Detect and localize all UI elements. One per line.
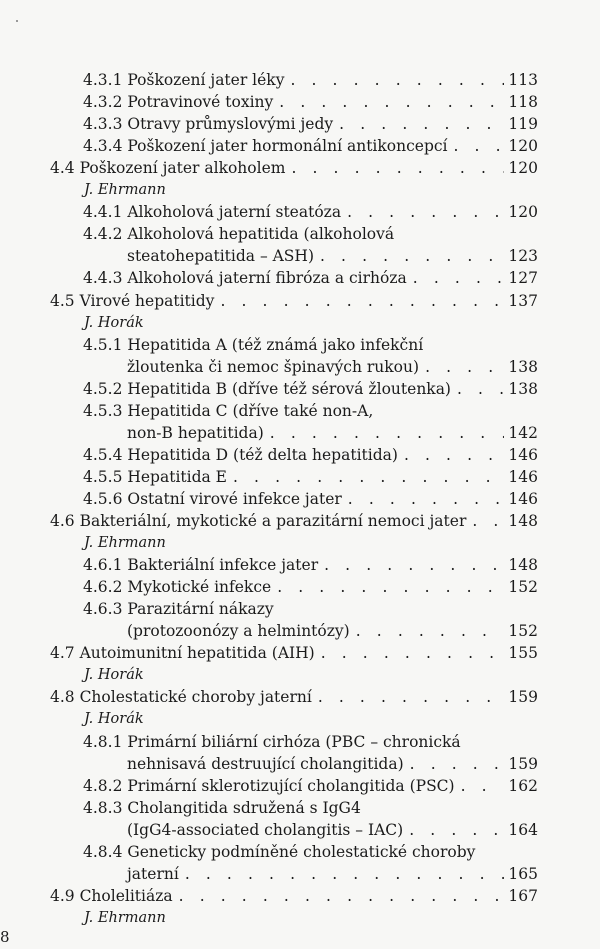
page-number: 8: [0, 928, 10, 946]
dot-leader: [409, 820, 504, 841]
toc-entry: [127, 864, 538, 885]
dot-leader: [472, 511, 504, 532]
dot-leader: [356, 621, 505, 642]
toc-entry-title: 4.3.3 Otravy průmyslovými jedy: [83, 115, 334, 134]
toc-entry-title: 4.3.2 Potravinové toxiny: [83, 93, 274, 112]
section-author: J. Horák: [84, 667, 144, 684]
toc-entry: [83, 555, 538, 576]
toc-entry-page: 120: [508, 203, 538, 222]
toc-entry-page: 127: [508, 269, 538, 288]
toc-entry: [127, 246, 538, 267]
dot-leader: [324, 555, 504, 576]
toc-entry-page: 146: [508, 445, 538, 464]
dot-leader: [410, 754, 505, 775]
toc-entry-title: jaterní: [127, 864, 179, 883]
toc-entry: [83, 577, 538, 598]
toc-entry-title-line: 4.4.2 Alkoholová hepatitida (alkoholová: [83, 225, 395, 244]
toc-entry: [83, 379, 538, 400]
toc-entry-page: 152: [508, 578, 538, 597]
toc-entry: [83, 92, 538, 113]
toc-entry-page: 162: [508, 776, 538, 795]
toc-entry: [83, 202, 538, 223]
toc-entry: [50, 886, 538, 907]
toc-entry-page: 146: [508, 467, 538, 486]
toc-entry-title: 4.8.2 Primární sklerotizující cholangitida (PSC): [83, 776, 455, 795]
toc-entry: [50, 643, 538, 664]
toc-entry-page: 165: [508, 864, 538, 883]
dot-leader: [404, 445, 504, 466]
section-author: J. Horák: [84, 711, 144, 728]
toc-entry-page: 152: [508, 622, 538, 641]
toc-entry-title-line: 4.5.3 Hepatitida C (dříve také non-A,: [83, 401, 374, 420]
toc-entry: [83, 776, 538, 797]
dot-leader: [185, 864, 505, 885]
toc-entry-page: 159: [508, 688, 538, 707]
toc-entry-page: 118: [508, 93, 538, 112]
toc-entry-page: 120: [508, 137, 538, 156]
toc-entry-title: 4.8 Cholestatické choroby jaterní: [50, 688, 312, 707]
toc-entry-page: 123: [508, 247, 538, 266]
toc-entry-title: 4.4.3 Alkoholová jaterní fibróza a cirhóza: [83, 269, 407, 288]
toc-entry-title: 4.6 Bakteriální, mykotické a parazitární nemoci jater: [50, 512, 467, 530]
dot-leader: [277, 577, 504, 598]
toc-entry: [83, 445, 538, 466]
toc-entry-title: 4.5.6 Ostatní virové infekce jater: [83, 489, 342, 508]
toc-entry: [127, 754, 538, 775]
toc-entry-title: 4.9 Cholelitiáza: [50, 886, 173, 905]
toc-entry: [83, 136, 538, 157]
toc-entry-title: 4.6.2 Mykotické infekce: [83, 578, 272, 597]
dot-leader: [220, 291, 504, 312]
toc-entry-page: 138: [508, 357, 538, 376]
toc-entry: [83, 467, 538, 488]
toc-entry-page: 120: [508, 159, 538, 178]
toc-entry: [50, 291, 538, 312]
toc-entry-title: 4.6.1 Bakteriální infekce jater: [83, 556, 319, 575]
toc-entry-title: 4.4.1 Alkoholová jaterní steatóza: [83, 203, 342, 222]
dot-leader: [348, 489, 505, 510]
toc-entry-page: 119: [508, 115, 538, 134]
toc-entry-title: (IgG4-associated cholangitis – IAC): [127, 820, 404, 839]
toc-entry-page: 142: [508, 423, 538, 442]
dot-leader: [461, 776, 505, 797]
dot-leader: [321, 643, 505, 664]
dot-leader: [457, 379, 504, 400]
toc-entry-title: non-B hepatitida): [127, 423, 264, 442]
toc-entry-page: 138: [508, 379, 538, 398]
toc-entry-title-line: 4.5.1 Hepatitida A (též známá jako infekční: [83, 335, 424, 354]
toc-entry: [50, 687, 538, 708]
section-author: J. Horák: [84, 314, 144, 331]
dot-leader: [339, 114, 504, 135]
toc-entry-title: 4.4 Poškození jater alkoholem: [50, 159, 286, 178]
toc-entry-page: 137: [508, 291, 538, 310]
dot-leader: [413, 268, 505, 289]
toc-entry-page: 113: [508, 71, 538, 89]
toc-entry-title: nehnisavá destruující cholangitida): [127, 754, 404, 773]
toc-entry-page: 148: [508, 556, 538, 575]
dot-leader: [233, 467, 504, 488]
toc-entry: [83, 489, 538, 510]
toc-entry-page: 155: [508, 644, 538, 663]
toc-entry: [83, 114, 538, 135]
toc-entry-title-line: 4.6.3 Parazitární nákazy: [83, 600, 274, 619]
toc-entry: [127, 820, 538, 841]
dot-leader: [318, 687, 505, 708]
toc-entry-title: (protozoonózy a helmintózy): [127, 622, 350, 641]
dot-leader: [320, 246, 504, 267]
section-author: J. Ehrmann: [84, 535, 166, 552]
toc-entry-title: 4.7 Autoimunitní hepatitida (AIH): [50, 644, 315, 663]
toc-entry-title: žloutenka či nemoc špinavých rukou): [127, 357, 420, 376]
toc-entry: [83, 70, 538, 91]
toc-entry-page: 167: [508, 886, 538, 905]
toc-entry-title: 4.3.4 Poškození jater hormonální antikoncepcí: [83, 137, 448, 156]
toc-entry-title-line: 4.8.4 Geneticky podmíněné cholestatické choroby: [83, 842, 476, 861]
toc-entry-title: steatohepatitida – ASH): [127, 247, 314, 266]
dot-leader: [347, 202, 504, 223]
dot-leader: [279, 92, 504, 113]
dot-leader: [454, 136, 505, 157]
section-author: J. Ehrmann: [84, 909, 166, 926]
dot-leader: [270, 423, 505, 444]
toc-entry-title-line: 4.8.3 Cholangitida sdružená s IgG4: [83, 798, 361, 817]
toc-entry-title: 4.5 Virové hepatitidy: [50, 291, 215, 310]
toc-entry-page: 148: [508, 512, 538, 530]
toc-entry: [50, 511, 538, 532]
toc-entry-page: 164: [508, 820, 538, 839]
dot-leader: [291, 158, 504, 179]
toc-entry: [127, 423, 538, 444]
toc-entry: [83, 268, 538, 289]
toc-entry-title: 4.3.1 Poškození jater léky: [83, 71, 285, 89]
toc-entry-title: 4.5.5 Hepatitida E: [83, 467, 227, 486]
toc-entry: [127, 357, 538, 378]
toc-entry-title: 4.5.4 Hepatitida D (též delta hepatitida): [83, 445, 398, 464]
scan-mark: [16, 20, 18, 22]
section-author: J. Ehrmann: [84, 182, 166, 199]
toc-entry: [50, 158, 538, 179]
toc-entry: [127, 621, 538, 642]
dot-leader: [179, 886, 505, 907]
toc-entry-page: 146: [508, 489, 538, 508]
toc-entry-title: 4.5.2 Hepatitida B (dříve též sérová žloutenka): [83, 379, 451, 398]
toc-entry-title-line: 4.8.1 Primární biliární cirhóza (PBC – chronická: [83, 732, 461, 751]
dot-leader: [425, 357, 504, 378]
dot-leader: [290, 70, 504, 91]
toc-entry-page: 159: [508, 754, 538, 773]
